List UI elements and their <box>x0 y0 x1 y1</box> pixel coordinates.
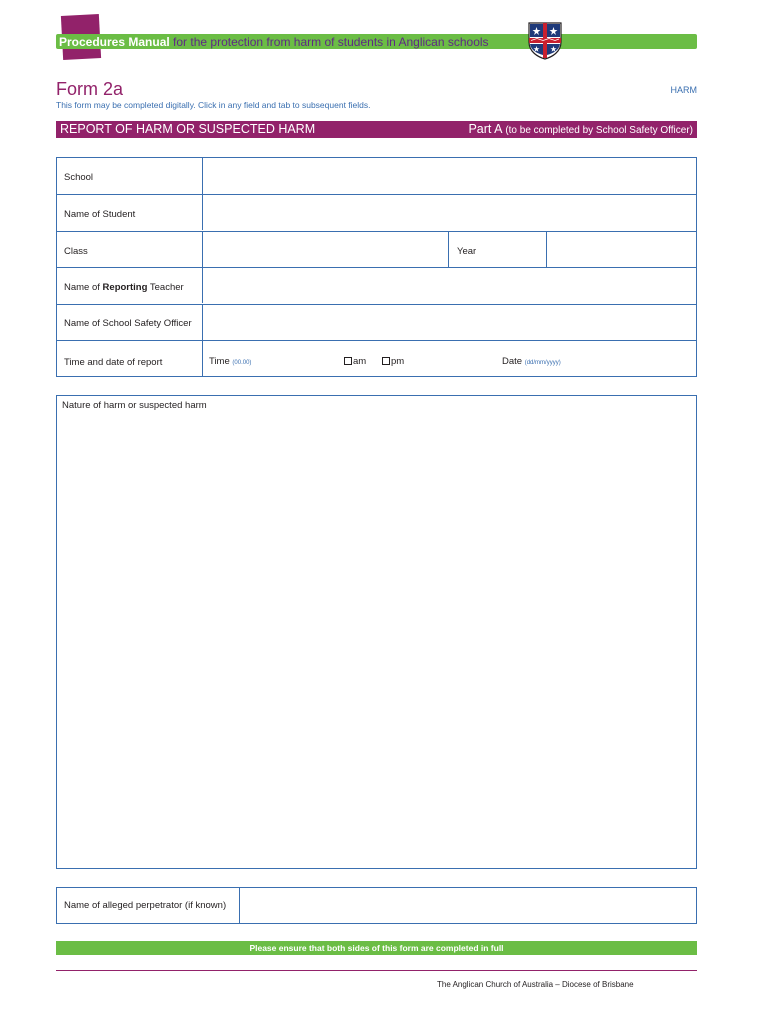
student-name-input[interactable] <box>203 195 696 230</box>
pm-checkbox[interactable] <box>382 357 390 365</box>
date-input[interactable] <box>572 341 696 377</box>
reporting-teacher-row <box>57 267 696 303</box>
safety-officer-input[interactable] <box>203 305 696 340</box>
section-title: REPORT OF HARM OR SUSPECTED HARM <box>60 122 316 136</box>
section-header <box>56 121 697 138</box>
manual-title <box>59 35 489 49</box>
time-label <box>209 356 251 367</box>
diocese-crest-icon <box>528 22 562 60</box>
reporting-teacher-label-suffix: Teacher <box>147 282 184 293</box>
column-divider <box>448 232 449 267</box>
report-details-table <box>56 157 697 377</box>
perpetrator-label: Name of alleged perpetrator (if known) <box>64 900 227 911</box>
am-checkbox[interactable] <box>344 357 352 365</box>
perpetrator-row <box>56 887 697 924</box>
date-label-text: Date <box>502 356 523 367</box>
section-part-label: Part A <box>468 122 502 136</box>
reporting-teacher-label-bold: Reporting <box>102 282 148 293</box>
student-name-label: Name of Student <box>64 209 136 220</box>
nature-of-harm-textarea[interactable] <box>56 395 697 869</box>
safety-officer-row <box>57 304 696 340</box>
class-label: Class <box>64 246 88 257</box>
footer-divider <box>56 970 697 971</box>
year-input[interactable] <box>547 232 696 267</box>
reporting-teacher-label-prefix: Name of <box>64 282 103 293</box>
date-label <box>502 356 561 367</box>
completion-notice: Please ensure that both sides of this form are completed in full <box>56 941 697 955</box>
form-instructions: This form may be completed digitally. Click in any field and tab to subsequent fields. <box>56 100 371 110</box>
school-row <box>57 158 696 194</box>
perpetrator-input[interactable] <box>240 888 696 923</box>
footer-text: The Anglican Church of Australia – Diocese of Brisbane <box>437 980 634 989</box>
school-label: School <box>64 172 94 183</box>
time-date-row <box>57 340 696 377</box>
time-date-label: Time and date of report <box>64 357 163 368</box>
safety-officer-label: Name of School Safety Officer <box>64 318 192 329</box>
section-part-note: (to be completed by School Safety Officer) <box>505 125 693 136</box>
am-label: am <box>353 356 367 367</box>
am-option[interactable] <box>344 356 366 367</box>
pm-label: pm <box>391 356 405 367</box>
column-divider <box>202 341 203 377</box>
school-input[interactable] <box>203 158 696 194</box>
form-title: Form 2a <box>56 79 124 99</box>
student-row <box>57 194 696 230</box>
manual-title-bold: Procedures Manual <box>59 35 170 49</box>
year-label: Year <box>457 246 477 257</box>
nature-of-harm-label: Nature of harm or suspected harm <box>62 400 207 411</box>
manual-title-rest: for the protection from harm of students in Anglican schools <box>173 35 489 49</box>
pm-option[interactable] <box>382 356 404 367</box>
time-label-text: Time <box>209 356 230 367</box>
class-input[interactable] <box>203 232 448 267</box>
class-year-row <box>57 231 696 267</box>
reporting-teacher-label <box>64 282 184 293</box>
form-category-tag: HARM <box>670 85 697 95</box>
time-input[interactable] <box>257 341 341 377</box>
time-format-hint: (00.00) <box>232 360 252 366</box>
reporting-teacher-input[interactable] <box>203 268 696 303</box>
section-part <box>468 122 693 136</box>
date-format-hint: (dd/mm/yyyy) <box>524 360 561 366</box>
